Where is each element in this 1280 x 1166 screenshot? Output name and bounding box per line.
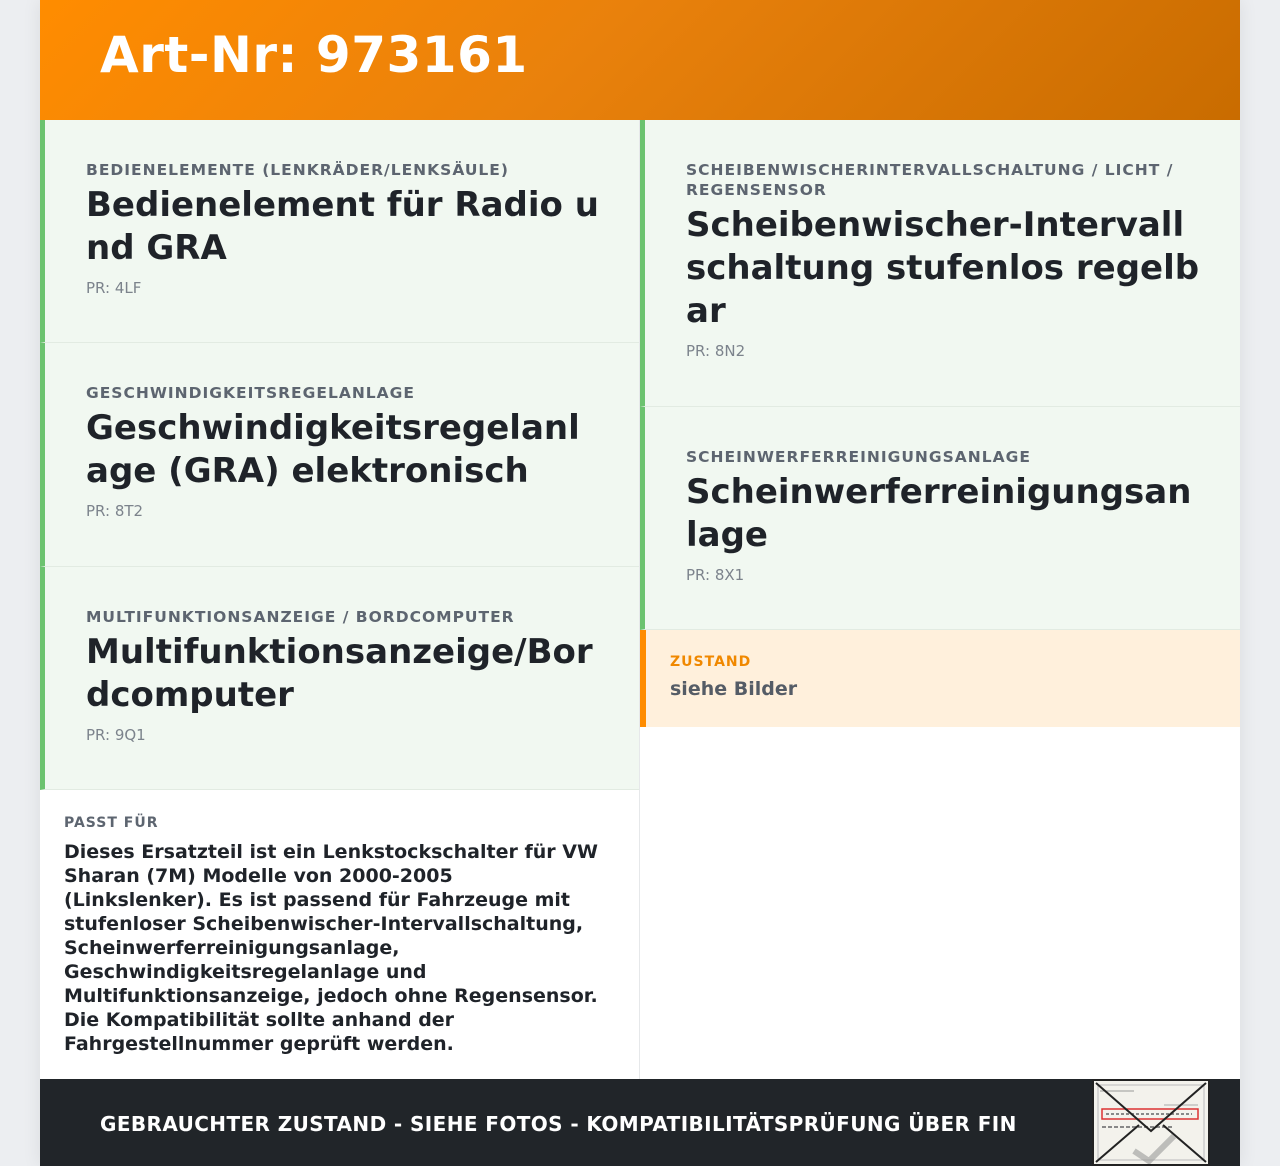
feature-category: GESCHWINDIGKEITSREGELANLAGE: [86, 384, 415, 402]
feature-category: SCHEIBENWISCHERINTERVALLSCHALTUNG / LICHT / REGENSENSOR: [686, 161, 1174, 199]
left-column: [40, 120, 640, 1079]
feature-pr-code: PR: 8T2: [86, 502, 144, 520]
feature-title: Geschwindigkeitsregelanlage (GRA) elektronisch: [86, 408, 580, 491]
vehicle-document-thumbnail-icon[interactable]: [1092, 1079, 1210, 1166]
condition-label: ZUSTAND: [670, 654, 752, 670]
feature-title: Scheibenwischer-Intervallschaltung stufenlos regelbar: [686, 205, 1200, 331]
feature-card: [640, 407, 1240, 630]
feature-category: SCHEINWERFERREINIGUNGSANLAGE: [686, 448, 1031, 466]
fits-description: Dieses Ersatzteil ist ein Lenkstockschalter für VW Sharan (7M) Modelle von 2000-2005 (Linkslenker). Es ist passend für Fahrzeuge mit stufenloser Scheibenwischer-Intervallschaltung, Scheinwerferreinigungsanlage, Geschwindigkeitsregelanlage und Multifunktionsanzeige, jedoch ohne Regensensor. Die Kompatibilität sollte anhand der Fahrgestellnummer geprüft werden.: [64, 841, 598, 1055]
feature-card: [40, 567, 639, 790]
feature-title: Bedienelement für Radio und GRA: [86, 185, 599, 268]
condition-value: siehe Bilder: [670, 678, 798, 700]
page: [40, 0, 1240, 1166]
feature-pr-code: PR: 8N2: [686, 342, 746, 360]
footer-bar: [40, 1079, 1240, 1166]
fits-label: PASST FÜR: [64, 815, 159, 831]
document-image-icon: [1094, 1081, 1208, 1164]
feature-category: BEDIENELEMENTE (LENKRÄDER/LENKSÄULE): [86, 161, 509, 179]
feature-card: [640, 120, 1240, 407]
feature-card: [40, 120, 639, 343]
feature-grid: [40, 120, 1240, 1079]
feature-title: Multifunktionsanzeige/Bordcomputer: [86, 632, 593, 715]
feature-pr-code: PR: 8X1: [686, 566, 745, 584]
feature-category: MULTIFUNKTIONSANZEIGE / BORDCOMPUTER: [86, 608, 515, 626]
condition-box: [640, 630, 1240, 727]
fits-section: [40, 790, 639, 1056]
right-column: [640, 120, 1240, 727]
footer-text: GEBRAUCHTER ZUSTAND - SIEHE FOTOS - KOMPATIBILITÄTSPRÜFUNG ÜBER FIN: [100, 1111, 1017, 1136]
feature-card: [40, 343, 639, 567]
feature-pr-code: PR: 4LF: [86, 279, 142, 297]
article-number-title: Art-Nr: 973161: [100, 26, 528, 84]
feature-title: Scheinwerferreinigungsanlage: [686, 472, 1192, 555]
header: [40, 0, 1240, 120]
feature-pr-code: PR: 9Q1: [86, 726, 146, 744]
